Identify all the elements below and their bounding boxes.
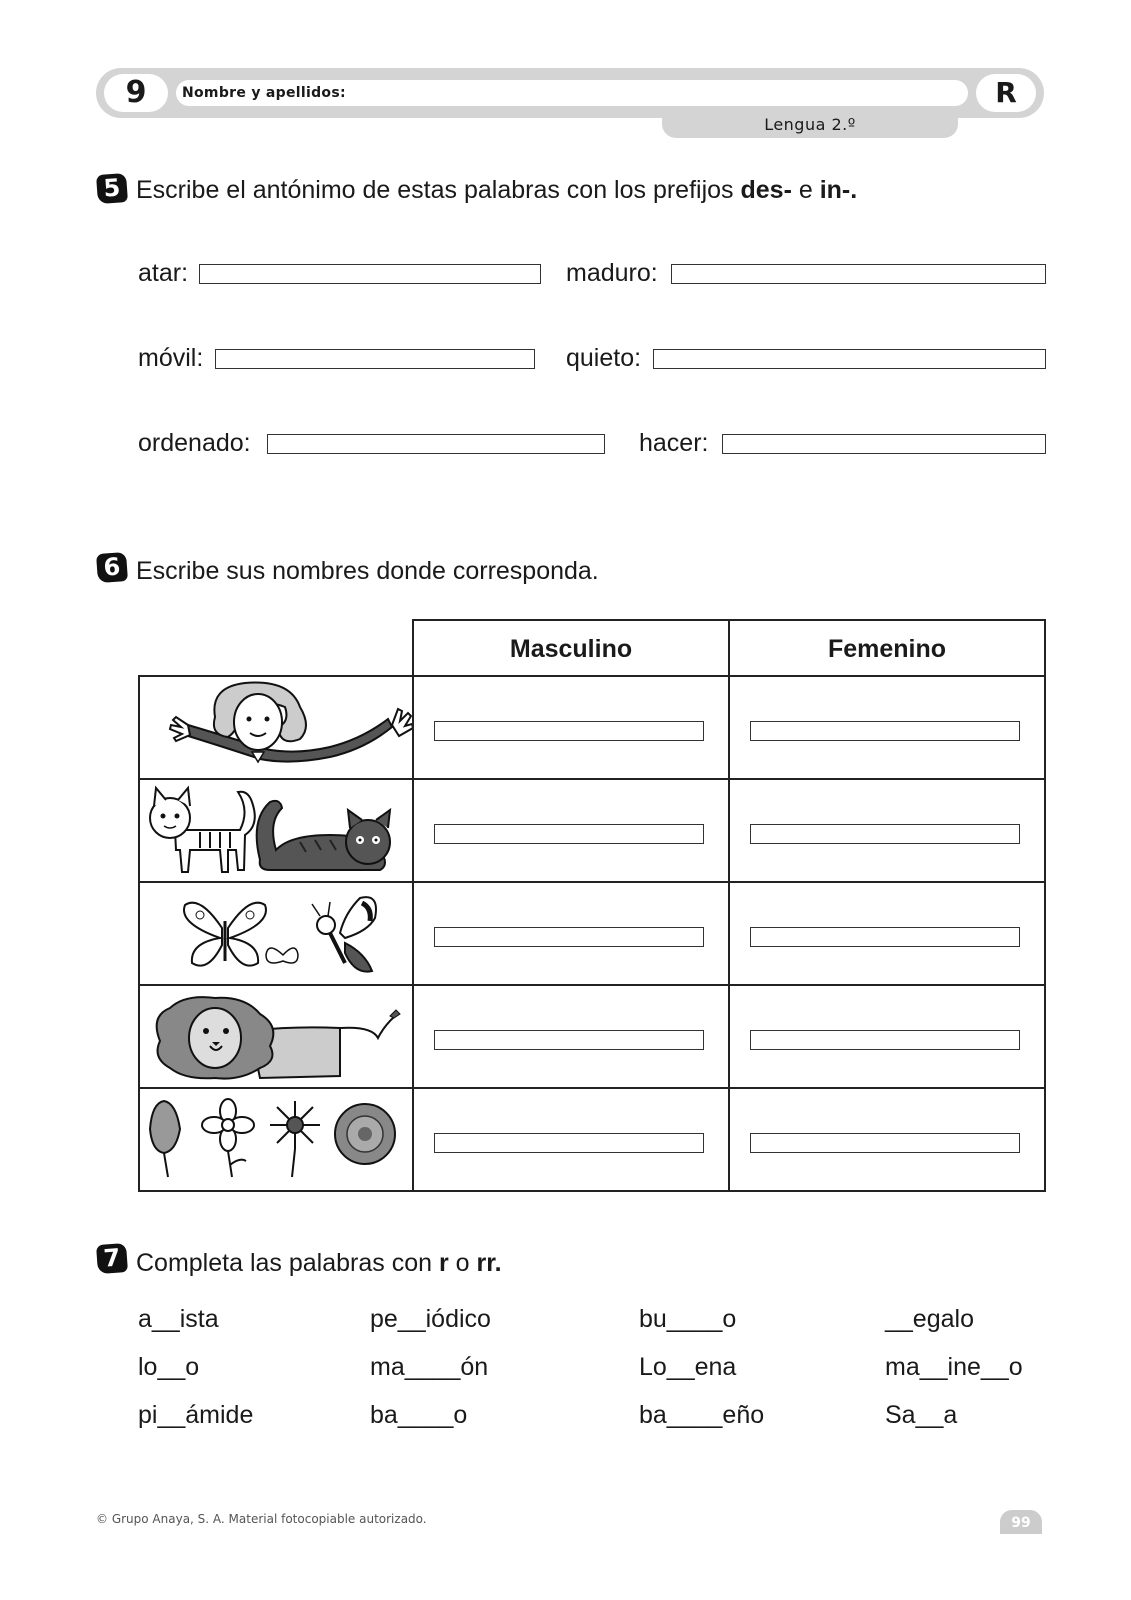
exercise-5-title-conj: e: [791, 176, 820, 204]
masculino-cell-3: [412, 881, 730, 986]
subject-label: Lengua 2.º: [662, 110, 958, 138]
masculino-cell-2: [412, 778, 730, 883]
word-item[interactable]: pi__ámide: [138, 1401, 254, 1429]
answer-masculino-1[interactable]: [434, 721, 704, 741]
word-item[interactable]: a__ista: [138, 1305, 219, 1333]
prefix-des: des-: [740, 176, 792, 204]
answer-masculino-2[interactable]: [434, 824, 704, 844]
header-masculino: Masculino: [412, 619, 730, 677]
answer-maduro[interactable]: [671, 264, 1046, 284]
option-r: r: [438, 1249, 449, 1277]
exercise-7-title-text: Completa las palabras con: [136, 1249, 439, 1277]
answer-masculino-5[interactable]: [434, 1133, 704, 1153]
answer-atar[interactable]: [199, 264, 541, 284]
exercise-5-number: 5: [96, 173, 128, 204]
word-item[interactable]: ba____o: [370, 1401, 468, 1429]
answer-movil[interactable]: [215, 349, 535, 369]
word-item[interactable]: lo__o: [138, 1353, 200, 1381]
exercise-5-title-text: Escribe el antónimo de estas palabras con los prefijos: [136, 176, 741, 204]
lion-illustration: [140, 986, 412, 1087]
answer-femenino-1[interactable]: [750, 721, 1020, 741]
femenino-cell-1: [728, 675, 1046, 780]
word-atar: atar:: [138, 259, 189, 287]
page-number: 99: [1000, 1510, 1042, 1534]
answer-femenino-4[interactable]: [750, 1030, 1020, 1050]
masculino-cell-1: [412, 675, 730, 780]
word-item[interactable]: __egalo: [885, 1305, 974, 1333]
word-item[interactable]: pe__iódico: [370, 1305, 491, 1333]
name-field[interactable]: Nombre y apellidos:: [176, 80, 968, 106]
picture-cell-lion: [138, 984, 414, 1089]
option-rr: rr.: [476, 1249, 502, 1277]
word-item[interactable]: ma____ón: [370, 1353, 489, 1381]
cats-illustration: [140, 780, 412, 881]
word-hacer: hacer:: [639, 429, 709, 457]
word-item[interactable]: Sa__a: [885, 1401, 958, 1429]
word-maduro: maduro:: [566, 259, 658, 287]
word-item[interactable]: ba____eño: [639, 1401, 765, 1429]
header-femenino: Femenino: [728, 619, 1046, 677]
picture-cell-flowers: [138, 1087, 414, 1192]
word-quieto: quieto:: [566, 344, 642, 372]
femenino-cell-5: [728, 1087, 1046, 1192]
femenino-cell-2: [728, 778, 1046, 883]
word-item[interactable]: ma__ine__o: [885, 1353, 1023, 1381]
answer-masculino-4[interactable]: [434, 1030, 704, 1050]
picture-cell-girl: [138, 675, 414, 780]
masculino-cell-5: [412, 1087, 730, 1192]
answer-femenino-3[interactable]: [750, 927, 1020, 947]
exercise-6-number: 6: [96, 552, 128, 583]
level-badge: R: [976, 74, 1036, 112]
answer-hacer[interactable]: [722, 434, 1046, 454]
exercise-7-number: 7: [96, 1243, 128, 1274]
word-item[interactable]: bu____o: [639, 1305, 737, 1333]
copyright-note: © Grupo Anaya, S. A. Material fotocopiable autorizado.: [96, 1512, 427, 1526]
word-item[interactable]: Lo__ena: [639, 1353, 737, 1381]
flowers-illustration: [140, 1089, 412, 1190]
butterflies-illustration: [140, 883, 412, 984]
prefix-in: in-.: [819, 176, 858, 204]
exercise-5-title: [136, 176, 857, 205]
picture-cell-butterflies: [138, 881, 414, 986]
answer-femenino-2[interactable]: [750, 824, 1020, 844]
answer-femenino-5[interactable]: [750, 1133, 1020, 1153]
answer-quieto[interactable]: [653, 349, 1046, 369]
femenino-cell-3: [728, 881, 1046, 986]
unit-number: 9: [104, 74, 168, 112]
answer-masculino-3[interactable]: [434, 927, 704, 947]
girl-illustration: [140, 677, 412, 778]
exercise-7-title: [136, 1249, 502, 1278]
word-ordenado: ordenado:: [138, 429, 251, 457]
exercise-7-title-conj: o: [448, 1249, 477, 1277]
exercise-6-title: Escribe sus nombres donde corresponda.: [136, 557, 599, 585]
femenino-cell-4: [728, 984, 1046, 1089]
masculino-cell-4: [412, 984, 730, 1089]
word-movil: móvil:: [138, 344, 204, 372]
picture-cell-cats: [138, 778, 414, 883]
answer-ordenado[interactable]: [267, 434, 605, 454]
